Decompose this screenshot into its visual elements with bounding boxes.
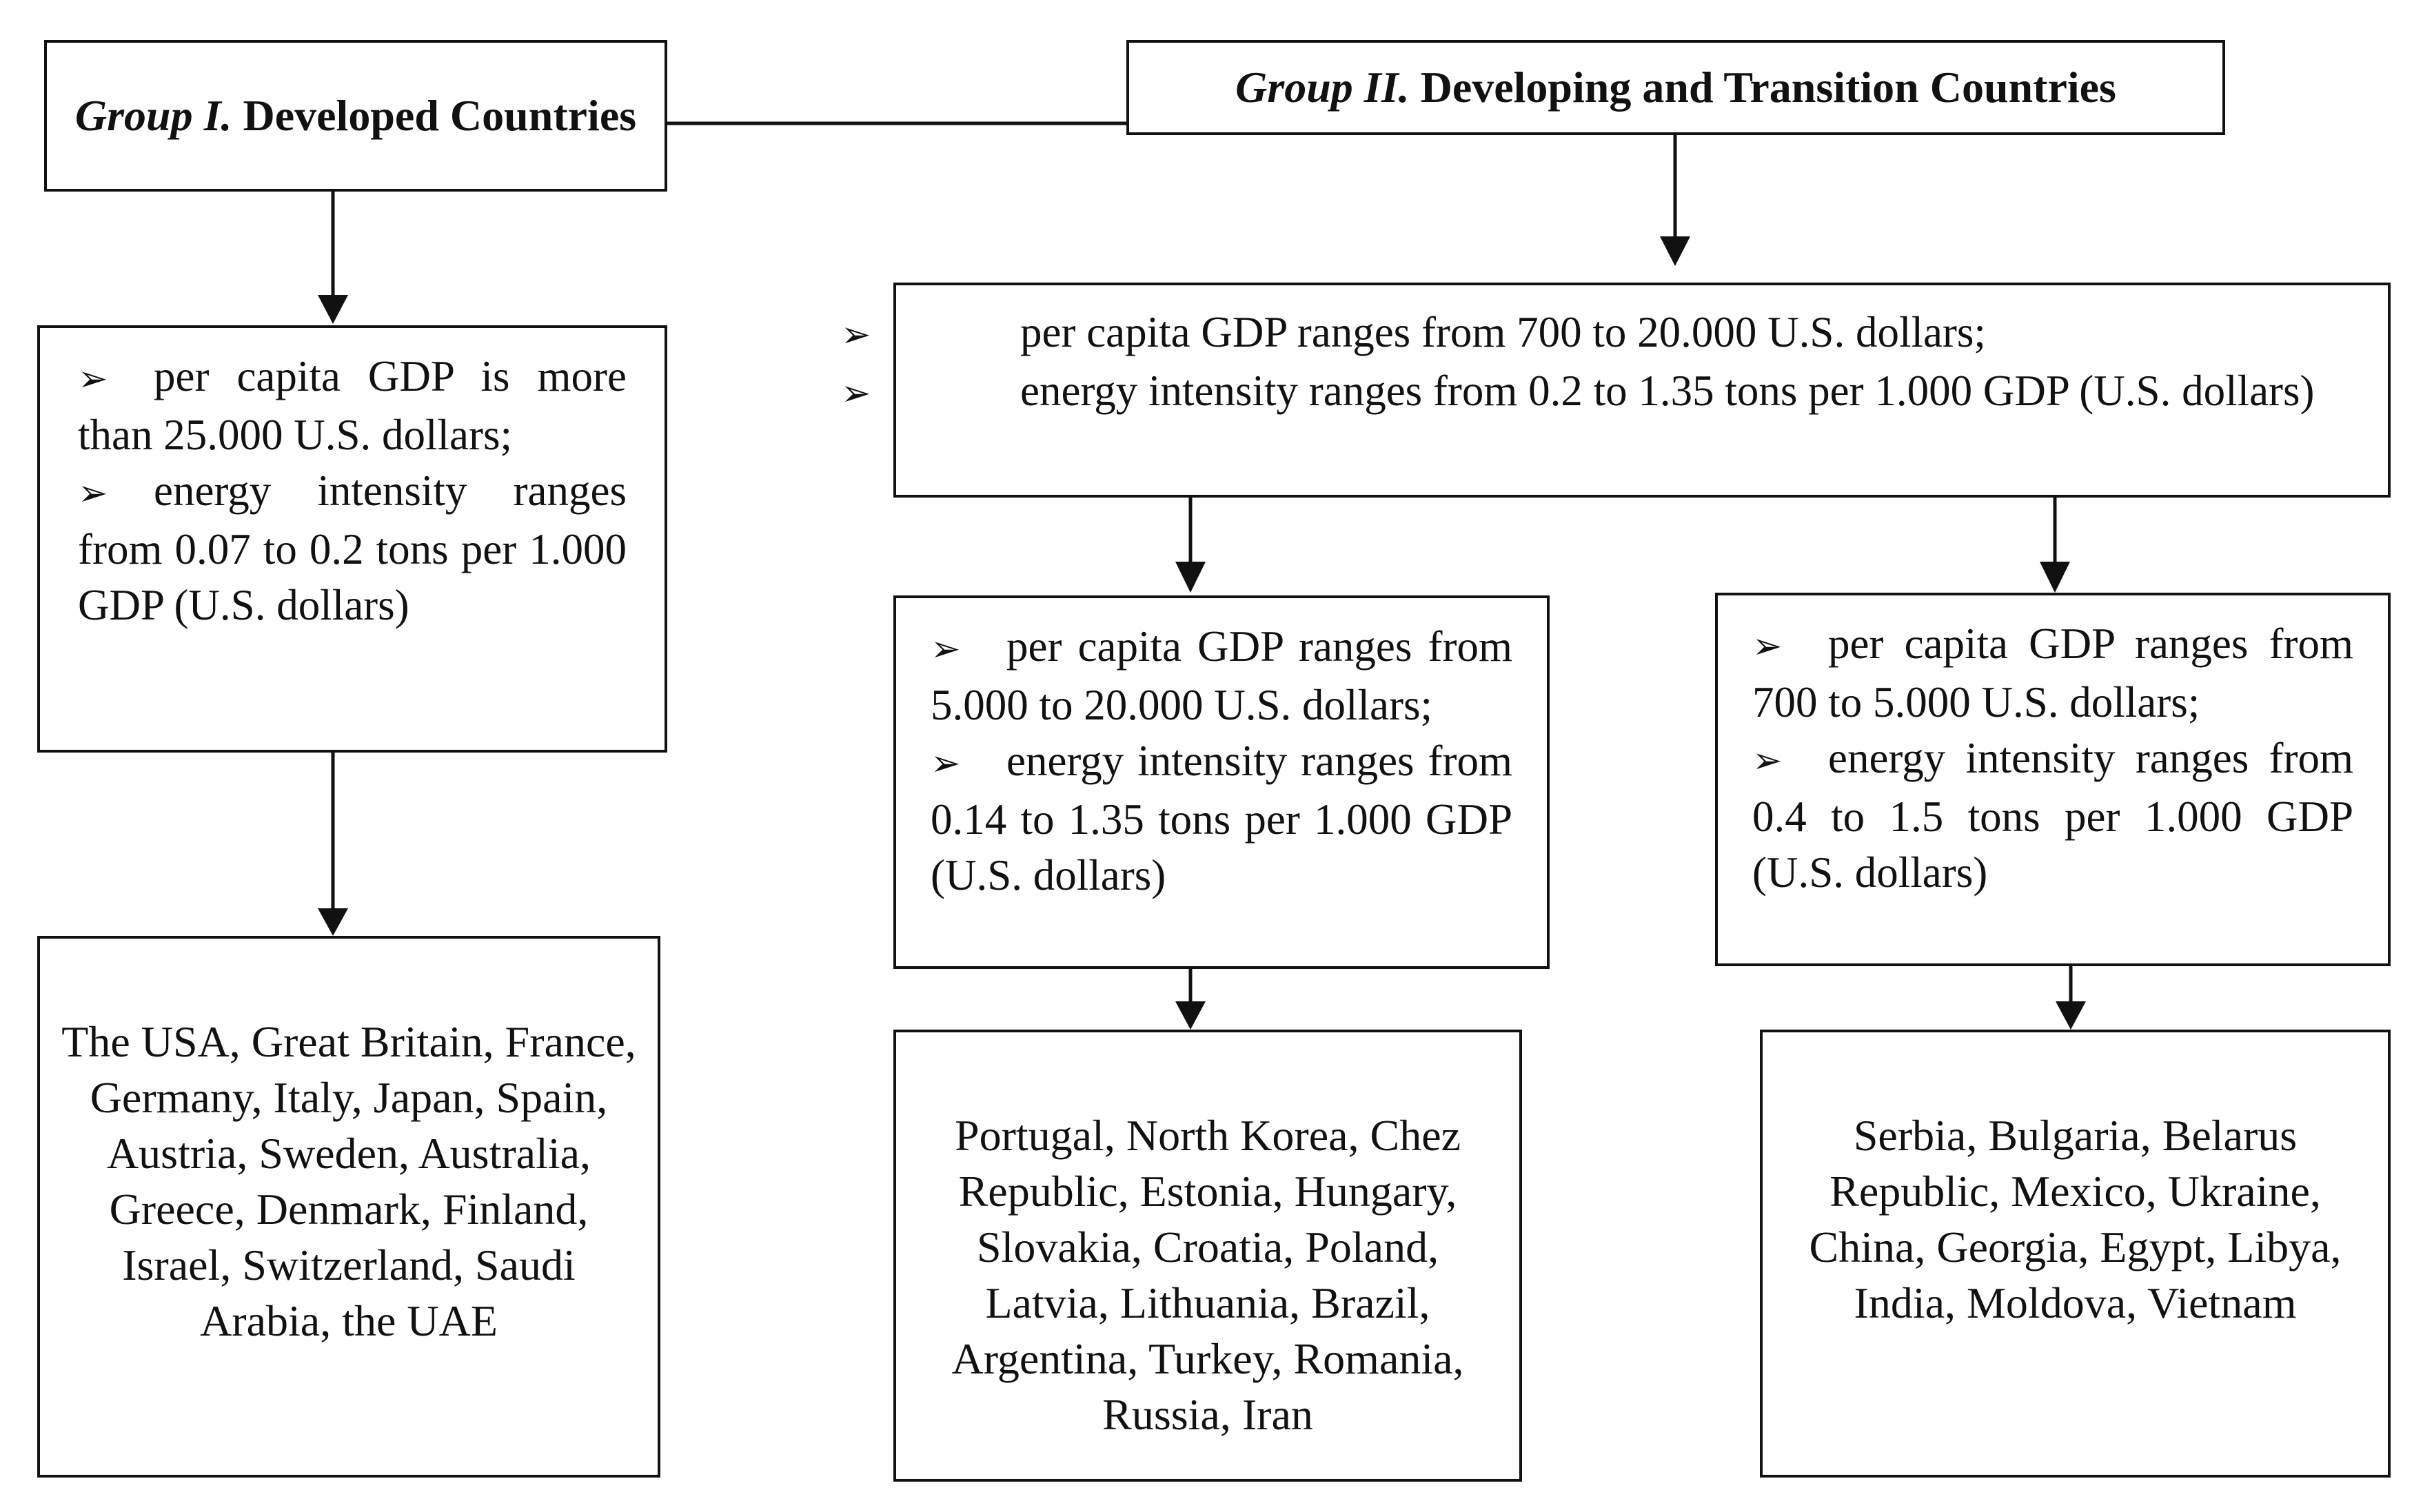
arrowhead-sub-b-countries <box>2056 1001 2086 1030</box>
subgroup-b-countries-box <box>1760 1030 2391 1478</box>
subgroup-b-criterion-energy: ➢ energy intensity ranges from 0.4 to 1.5 tons per 1.000 GDP (U.S. dollars) <box>1752 734 2353 897</box>
arrowhead-g2-criteria <box>1660 236 1690 266</box>
group1-countries-text: The USA, Great Britain, France, Germany, Italy, Japan, Spain, Austria, Sweden, Australia, Greece, Denmark, Finland, Israel, Switzerland, Saudi Arabia, the UAE <box>61 1017 636 1345</box>
subgroup-b-criteria-box <box>1715 593 2391 966</box>
bullet-arrow-icon: ➢ <box>841 373 871 414</box>
group2-header-box <box>1126 40 2225 135</box>
bullet-arrow-icon: ➢ <box>931 743 961 784</box>
group1-countries-box <box>37 936 660 1478</box>
group1-header-italic: Group I. <box>74 91 232 140</box>
group2-criterion-gdp: ➢ per capita GDP ranges from 700 to 20.000 U.S. dollars; <box>1020 305 2351 363</box>
subgroup-a-criterion-energy: ➢ energy intensity ranges from 0.14 to 1.35 tons per 1.000 GDP (U.S. dollars) <box>931 737 1512 899</box>
group1-header-text <box>75 88 636 144</box>
bullet-arrow-icon: ➢ <box>1752 626 1783 667</box>
arrowhead-g1-countries <box>318 908 348 936</box>
bullet-arrow-icon: ➢ <box>1752 740 1783 781</box>
arrowhead-g2-sub-a <box>1175 562 1206 593</box>
subgroup-a-criterion-gdp: ➢ per capita GDP ranges from 5.000 to 20.000 U.S. dollars; <box>931 622 1512 729</box>
group2-header-text <box>1235 59 2116 116</box>
subgroup-b-criterion-gdp: ➢ per capita GDP ranges from 700 to 5.000 U.S. dollars; <box>1752 620 2353 726</box>
group2-header-rest: Developing and Transition Countries <box>1420 63 2116 112</box>
arrowhead-g2-sub-b <box>2040 562 2070 593</box>
bullet-arrow-icon: ➢ <box>931 629 961 670</box>
bullet-arrow-icon: ➢ <box>78 473 108 514</box>
subgroup-a-criteria-box <box>893 595 1550 969</box>
group1-criterion-energy: ➢ energy intensity ranges from 0.07 to 0.2 tons per 1.000 GDP (U.S. dollars) <box>78 467 627 629</box>
group2-header-italic: Group II. <box>1235 63 1410 112</box>
group2-criterion-energy: ➢ energy intensity ranges from 0.2 to 1.35 tons per 1.000 GDP (U.S. dollars) <box>958 363 2351 422</box>
bullet-arrow-icon: ➢ <box>841 314 871 356</box>
group1-criteria-box <box>37 325 667 753</box>
subgroup-a-countries-text: Portugal, North Korea, Chez Republic, Estonia, Hungary, Slovakia, Croatia, Poland, Latvia, Lithuania, Brazil, Argentina, Turkey, Romania, Russia, Iran <box>951 1111 1464 1439</box>
subgroup-b-countries-text: Serbia, Bulgaria, Belarus Republic, Mexico, Ukraine, China, Georgia, Egypt, Libya, India, Moldova, Vietnam <box>1809 1111 2342 1327</box>
group2-criteria-box <box>841 283 2391 498</box>
group1-header-box <box>44 40 667 192</box>
arrowhead-g1-criteria <box>318 295 348 324</box>
group1-criterion-gdp: ➢ per capita GDP is more than 25.000 U.S. dollars; <box>78 352 627 459</box>
group1-header-rest: Developed Countries <box>243 91 637 140</box>
subgroup-a-countries-box <box>893 1030 1522 1482</box>
bullet-arrow-icon: ➢ <box>78 358 108 400</box>
arrowhead-sub-a-countries <box>1175 1001 1206 1030</box>
